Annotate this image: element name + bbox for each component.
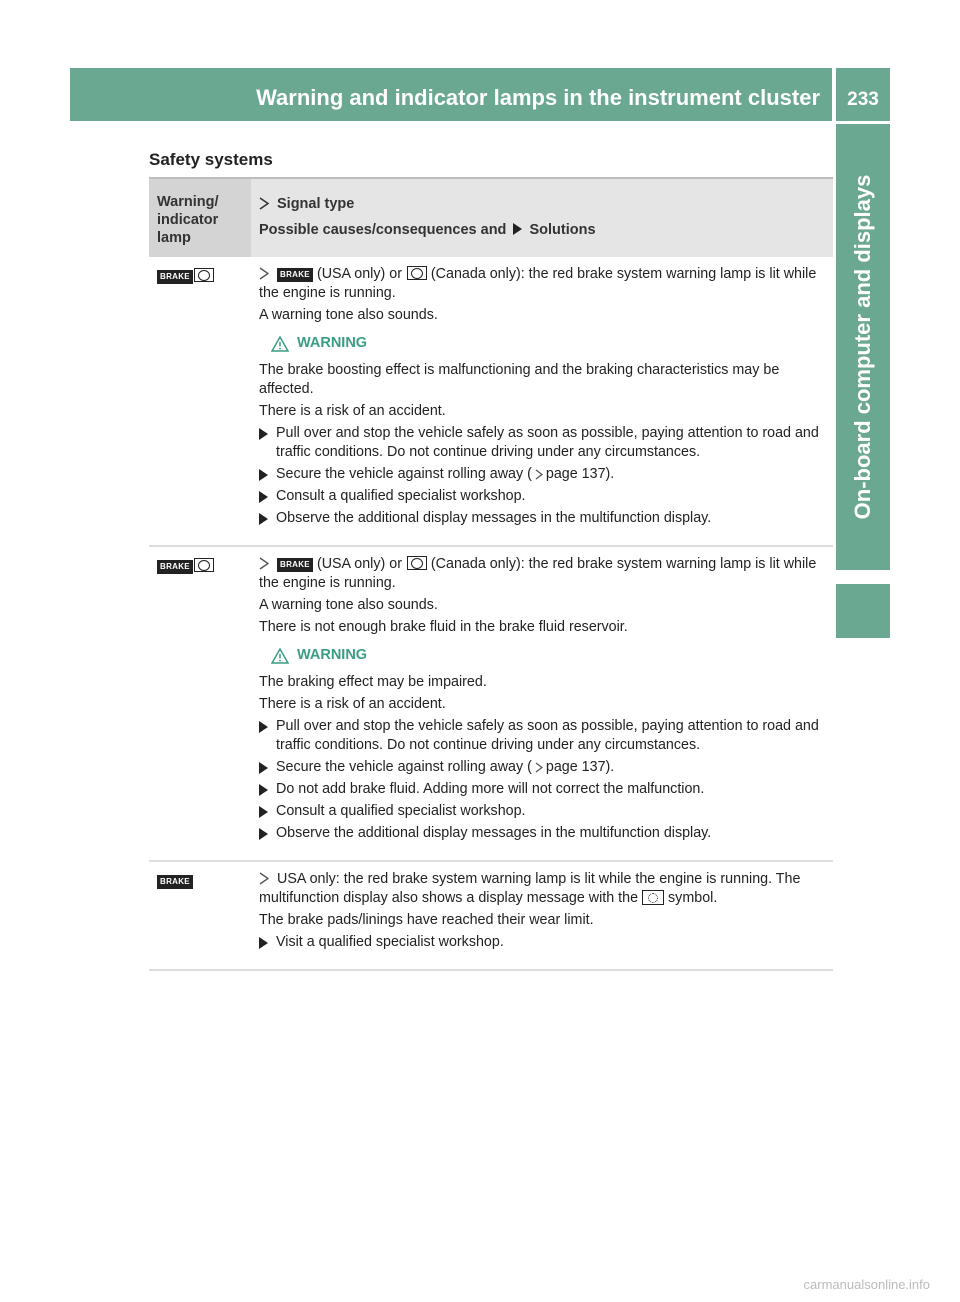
description-cell: BRAKE (USA only) or (Canada only): the red brake system warning lamp is lit while the engine is running. A warning tone also sounds. There is not enough brake fluid in the brake fluid reservoir. WARNING The braking effect may be impaired. There is a risk of an accident. Pull over and stop the vehicle safely as soon as possible, paying attention to road and traffic conditions. Do not continue driving under any circumstances. Secure the vehicle against rolling away ( page 137). Do not add brake fluid. Adding more will not correct the malfunction. Consult a qualified specialist workshop. Observe the additional display messages in the multifunction display. [251,555,833,846]
brake-warning-icon: BRAKE [157,270,193,284]
brake-circle-icon [407,266,427,280]
list-item: Do not add brake fluid. Adding more will not correct the malfunction. [259,780,827,799]
signal-type-icon [259,872,269,885]
signal-type-icon [259,557,269,570]
footer-watermark: carmanualsonline.info [803,1277,930,1292]
brake-circle-icon [194,268,214,282]
solution-arrow-icon [513,223,522,235]
side-marker [836,584,890,638]
signal-type-icon [259,267,269,280]
list-item: Secure the vehicle against rolling away ( page 137). [259,465,827,484]
brake-circle-icon [194,558,214,572]
step-arrow-icon [259,513,268,525]
list-item: Consult a qualified specialist workshop. [259,487,827,506]
warning-triangle-icon [271,648,289,664]
lamp-cell [149,265,251,531]
page-ref-icon [535,760,543,771]
table-row [149,862,833,971]
brake-warning-icon: BRAKE [277,558,313,572]
step-arrow-icon [259,806,268,818]
lamp-cell [149,870,251,955]
header-bar [70,68,832,121]
step-arrow-icon [259,428,268,440]
list-item: Pull over and stop the vehicle safely as soon as possible, paying attention to road and traffic conditions. Do not continue driving under any circumstances. [259,424,827,462]
list-item: Consult a qualified specialist workshop. [259,802,827,821]
header-title: Warning and indicator lamps in the instrument cluster [256,85,820,110]
brake-warning-icon: BRAKE [157,560,193,574]
warning-triangle-icon [271,336,289,352]
brake-circle-icon [407,556,427,570]
step-arrow-icon [259,937,268,949]
causes-label: Possible causes/consequences and [259,222,507,238]
table-row [149,257,833,547]
description-cell: BRAKE (USA only) or (Canada only): the red brake system warning lamp is lit while the engine is running. A warning tone also sounds. WARNING The brake boosting effect is malfunctioning and the braking characteristics may be affected. There is a risk of an accident. Pull over and stop the vehicle safely as soon as possible, paying attention to road and traffic conditions. Do not continue driving under any circumstances. Secure the vehicle against rolling away ( page 137). Consult a qualified specialist workshop. Observe the additional display messages in the multifunction display. [251,265,833,531]
side-tab [836,124,890,570]
step-arrow-icon [259,784,268,796]
step-arrow-icon [259,828,268,840]
section-title: Safety systems [149,150,273,169]
warning-lamp-table [149,177,833,971]
list-item: Secure the vehicle against rolling away ( page 137). [259,758,827,777]
signal-type-icon [259,197,269,210]
page-ref-link[interactable]: page 137). [545,759,615,776]
col2-header [251,179,833,257]
step-arrow-icon [259,491,268,503]
list-item: Visit a qualified specialist workshop. [259,933,827,952]
description-cell: USA only: the red brake system warning lamp is lit while the engine is running. The multifunction display also shows a display message with the symbol. The brake pads/linings have reached their wear limit. Visit a qualified specialist workshop. [251,870,833,955]
brake-warning-icon: BRAKE [277,268,313,282]
table-header [149,179,833,257]
list-item: Pull over and stop the vehicle safely as soon as possible, paying attention to road and traffic conditions. Do not continue driving under any circumstances. [259,717,827,755]
page-ref-icon [535,467,543,478]
step-arrow-icon [259,721,268,733]
page-number: 233 [836,68,890,121]
lamp-cell [149,555,251,846]
list-item: Observe the additional display messages in the multifunction display. [259,509,827,528]
signal-type-label: Signal type [277,196,355,212]
brake-warning-icon: BRAKE [157,875,193,889]
col1-header: Warning/ indicator lamp [149,179,251,257]
side-tab-label: On-board computer and displays [850,174,875,520]
brake-pad-wear-icon [642,890,664,905]
warning-label: WARNING [271,334,827,353]
warning-label: WARNING [271,646,827,665]
solutions-label: Solutions [529,222,596,238]
step-arrow-icon [259,762,268,774]
table-row [149,547,833,862]
step-arrow-icon [259,469,268,481]
list-item: Observe the additional display messages in the multifunction display. [259,824,827,843]
page-ref-link[interactable]: page 137). [545,466,615,483]
